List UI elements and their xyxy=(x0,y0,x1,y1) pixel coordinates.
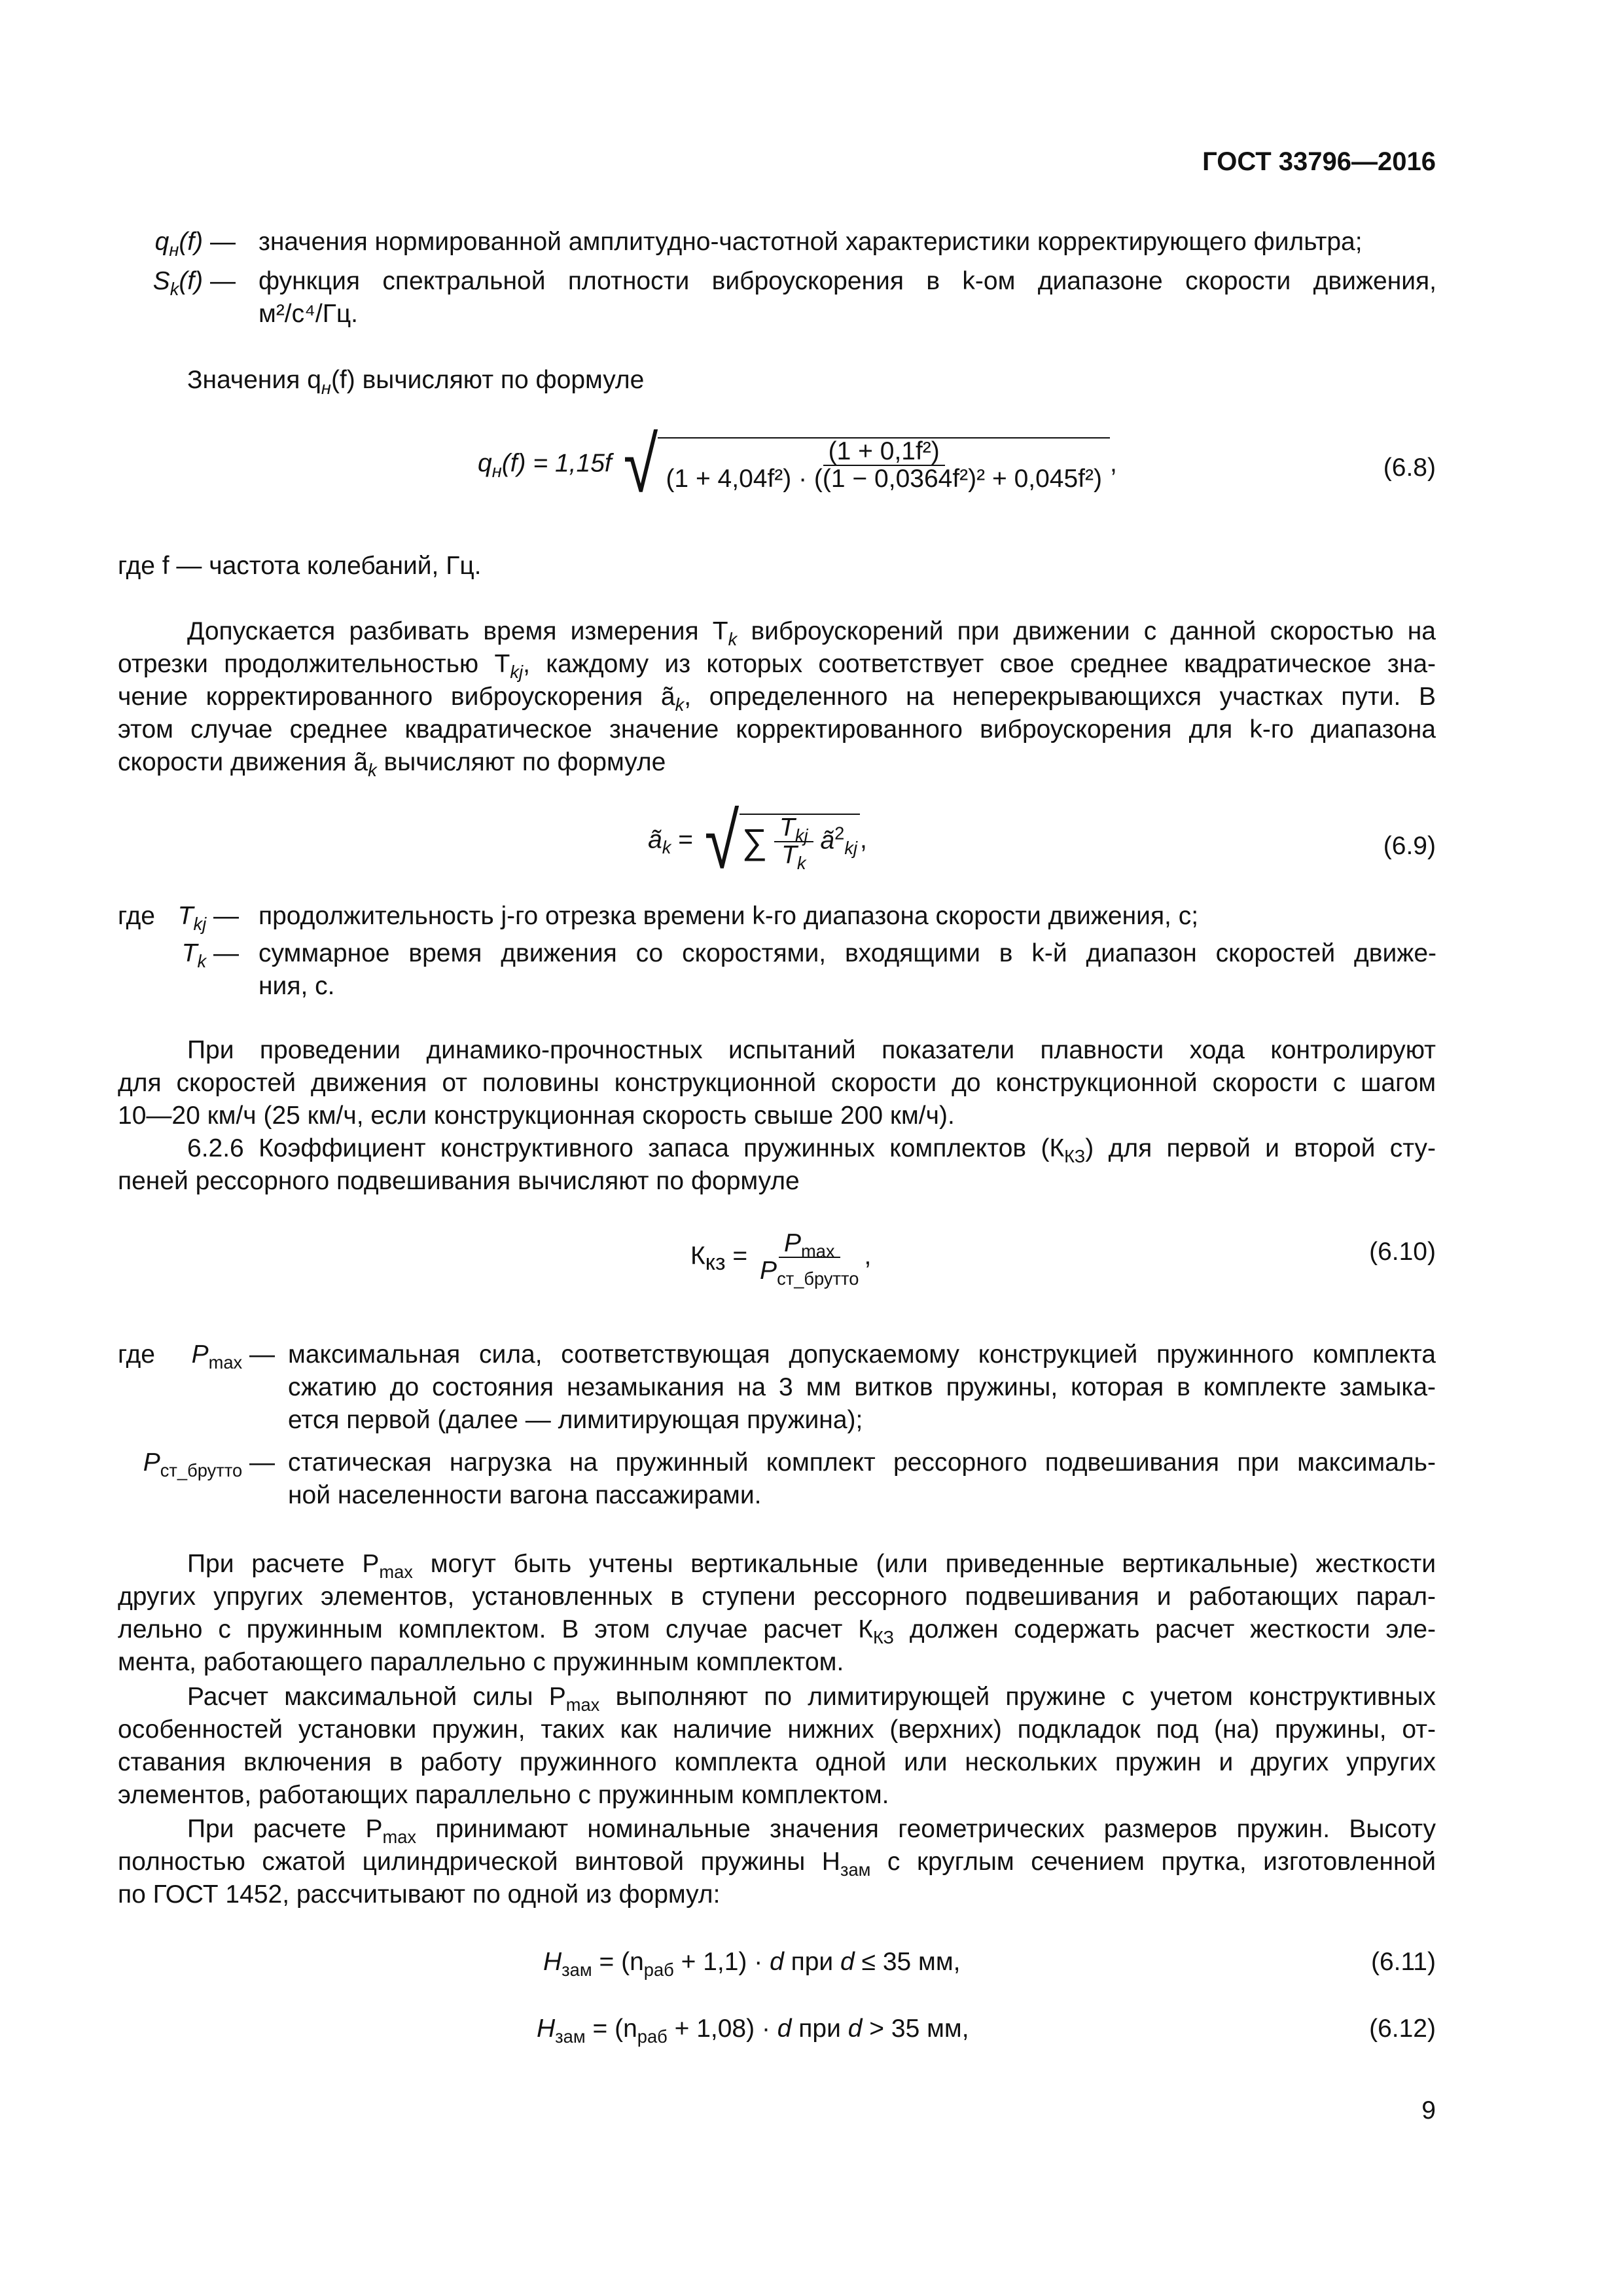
formula-number-6-8: (6.8) xyxy=(1383,454,1436,482)
paragraph-split-line5: скорости движения $ã_k$ вычисляют по формуле xyxy=(118,748,666,780)
formula-number-6-10: (6.10) xyxy=(1369,1238,1436,1266)
formula-number-6-12: (6.12) xyxy=(1369,2015,1436,2043)
formula-6-9: $ã_k$ = √ ∑ $\frac{T_{kj}}{T_k}$ $ã^2_{kj}$ , xyxy=(648,797,867,885)
paragraph-calc2-line2: особенностей установки пружин, таких как наличие нижних (верхних) подкладок под (на) пружины, от- xyxy=(118,1715,1436,1744)
def-text-pst-line1: статическая нагрузка на пружинный комплект рессорного подвешивания при максималь- xyxy=(288,1448,1436,1477)
def-symbol-qn: $q_н(f)$ — xyxy=(154,228,236,260)
formula-number-6-9: (6.9) xyxy=(1383,832,1436,860)
paragraph-calc2-line3: ставания включения в работу пружинного комплекта одной или нескольких пружин и других упругих xyxy=(118,1748,1436,1776)
where-f-definition: где f — частота колебаний, Гц. xyxy=(118,552,482,580)
def-symbol-pst-brutto: $P_{ст\_брутто}$ — xyxy=(143,1448,275,1480)
paragraph-values-intro: Значения $q_н(f)$ вычисляют по формуле xyxy=(187,366,645,398)
paragraph-calc1-line3: лельно с пружинным комплектом. В этом случае расчет $К_{КЗ}$ должен содержать расчет жесткости эле- xyxy=(118,1615,1436,1647)
def-text-sk-line2: м²/с⁴/Гц. xyxy=(259,300,359,328)
def-text-sk-line1: функция спектральной плотности виброускорения в k-ом диапазоне скорости движения, xyxy=(259,267,1436,295)
paragraph-calc3-line3: по ГОСТ 1452, рассчитывают по одной из формул: xyxy=(118,1880,721,1909)
paragraph-calc3-line2: полностью сжатой цилиндрической винтовой пружины $H_{зам}$ с круглым сечением прутка, изготовленной xyxy=(118,1848,1436,1880)
formula-6-11: $H_{зам} = (n_{раб} + 1,1) \cdot d$ при d ≤ 35 мм, xyxy=(543,1948,961,1980)
def-lead-where-2: где xyxy=(118,1340,155,1369)
paragraph-calc2-line4: элементов, работающих параллельно с пружинным комплектом. xyxy=(118,1781,889,1809)
formula-6-12: $H_{зам} = (n_{раб} + 1,08) \cdot d$ при d > 35 мм, xyxy=(537,2015,969,2047)
def-lead-where: где xyxy=(118,902,155,930)
page-number: 9 xyxy=(1421,2096,1436,2125)
def-text-pmax-line3: ется первой (далее — лимитирующая пружина); xyxy=(288,1406,863,1434)
paragraph-split-line3: чение корректированного виброускорения $ã_k$, определенного на неперекрывающихся участках пути. В xyxy=(118,683,1436,715)
formula-number-6-11: (6.11) xyxy=(1371,1948,1436,1976)
def-symbol-pmax: $P_{max}$ — xyxy=(191,1340,275,1372)
paragraph-split-line1: Допускается разбивать время измерения $T_k$ виброускорений при движении с данной скоростью на xyxy=(187,617,1436,649)
paragraph-calc1-line4: мента, работающего параллельно с пружинным комплектом. xyxy=(118,1648,844,1676)
def-text-pst-line2: ной населенности вагона пассажирами. xyxy=(288,1481,762,1509)
paragraph-calc1-line2: других упругих элементов, установленных в ступени рессорного подвешивания и работающих парал- xyxy=(118,1583,1436,1611)
def-text-pmax-line2: сжатию до состояния незамыкания на 3 мм витков пружины, которая в комплекте замыка- xyxy=(288,1373,1436,1401)
def-symbol-tk: $T_k$ — xyxy=(181,939,239,971)
sqrt-sign: √ $\frac{\text{(1 + 0,1f²)}}{\text{(1 + 4,04f²) · ((1 − 0,0364f²)² + 0,045f²)}}$ xyxy=(619,432,1110,497)
paragraph-dynamic-line3: 10—20 км/ч (25 км/ч, если конструкционная скорость свыше 200 км/ч). xyxy=(118,1102,955,1130)
def-text-pmax-line1: максимальная сила, соответствующая допускаемому конструкцией пружинного комплекта xyxy=(288,1340,1436,1369)
paragraph-calc3-line1: При расчете $P_{max}$ принимают номинальные значения геометрических размеров пружин. Высоту xyxy=(187,1815,1436,1847)
def-symbol-sk: $S_k(f)$ — xyxy=(152,267,236,299)
def-text-tk-line2: ния, с. xyxy=(259,972,335,1000)
paragraph-split-line4: этом случае среднее квадратическое значение корректированного виброускорения для k-го диапазона xyxy=(118,715,1436,744)
def-text-qn: значения нормированной амплитудно-частотной характеристики корректирующего фильтра; xyxy=(259,228,1363,256)
paragraph-calc2-line1: Расчет максимальной силы $P_{max}$ выполняют по лимитирующей пружине с учетом конструктивных xyxy=(187,1683,1436,1715)
formula-6-8: $q_н(f) = 1,15f$ √ $\frac{\text{(1 + 0,1f²)}}{\text{(1 + 4,04f²) · ((1 − 0,0364f²)² + 0,045f²)}}$ , xyxy=(478,421,1117,509)
paragraph-626-line1: 6.2.6 Коэффициент конструктивного запаса пружинных комплектов $(К_{КЗ})$ для первой и второй сту- xyxy=(187,1134,1436,1166)
paragraph-626-line2: пеней рессорного подвешивания вычисляют по формуле xyxy=(118,1167,800,1195)
paragraph-dynamic-line2: для скоростей движения от половины конструкционной скорости до конструкционной скорости с шагом xyxy=(118,1069,1436,1097)
paragraph-dynamic-line1: При проведении динамико-прочностных испытаний показатели плавности хода контролируют xyxy=(187,1036,1436,1064)
def-text-tkj: продолжительность j-го отрезка времени k-го диапазона скорости движения, с; xyxy=(259,902,1199,930)
def-symbol-tkj: $T_{kj}$ — xyxy=(177,902,239,934)
def-text-tk-line1: суммарное время движения со скоростями, входящими в k-й диапазон скоростей движе- xyxy=(259,939,1436,967)
paragraph-split-line2: отрезки продолжительностью $T_{kj}$, каждому из которых соответствует свое среднее квадратическое зна- xyxy=(118,650,1436,682)
standard-header: ГОСТ 33796—2016 xyxy=(1202,147,1436,176)
formula-6-10: $К_{кз}$ = $\frac{P_{max}}{P_{ст\_брутто}}$ , xyxy=(690,1229,872,1289)
paragraph-calc1-line1: При расчете $P_{max}$ могут быть учтены вертикальные (или приведенные вертикальные) жесткости xyxy=(187,1550,1436,1582)
